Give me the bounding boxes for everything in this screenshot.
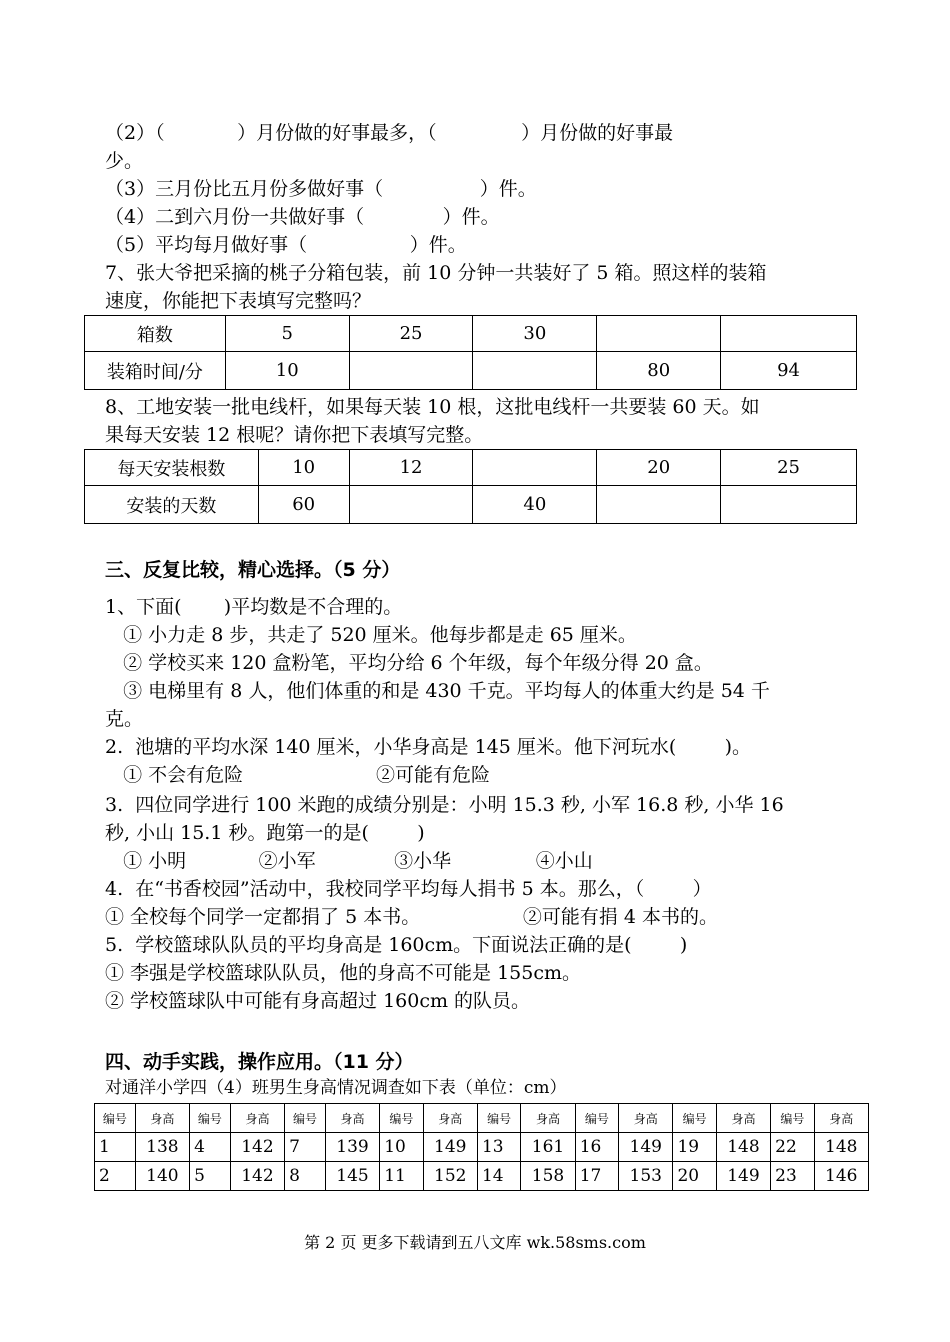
q8-row-days	[85, 486, 857, 524]
table-cell: 161	[521, 1133, 575, 1162]
table-cell: 身高	[716, 1104, 770, 1133]
table-cell: 身高	[325, 1104, 379, 1133]
q6-line-5: （5）平均每月做好事（ ）件。	[105, 234, 467, 256]
s3-q1-opt3: ③ 电梯里有 8 人，他们体重的和是 430 千克。平均每人的体重大约是 54 千	[105, 680, 770, 702]
s3-q1: 1、下面( )平均数是不合理的。	[105, 596, 403, 618]
table-row	[95, 1162, 869, 1191]
table-cell: 12	[349, 450, 473, 486]
table-cell: 编号	[285, 1104, 326, 1133]
table-cell	[597, 486, 721, 524]
s3-q5-opt2: ② 学校篮球队中可能有身高超过 160cm 的队员。	[105, 990, 531, 1012]
table-cell: 7	[285, 1133, 326, 1162]
table-cell: 10	[380, 1133, 423, 1162]
table-cell: 20	[597, 450, 721, 486]
table-cell	[721, 486, 857, 524]
table-cell: 编号	[771, 1104, 814, 1133]
table-cell: 148	[814, 1133, 869, 1162]
table-cell	[349, 352, 473, 390]
table-cell: 148	[716, 1133, 770, 1162]
table-cell: 139	[325, 1133, 379, 1162]
section-3-heading: 三、反复比较，精心选择。（5 分）	[105, 559, 401, 581]
table-cell: 11	[380, 1162, 423, 1191]
s3-q3: 3. 四位同学进行 100 米跑的成绩分别是：小明 15.3 秒, 小军 16.8 秒, 小华 16	[105, 794, 784, 816]
q8-table	[84, 449, 857, 524]
height-survey-table	[94, 1103, 869, 1191]
table-cell: 编号	[190, 1104, 231, 1133]
section-4-heading: 四、动手实践，操作应用。（11 分）	[105, 1051, 414, 1073]
s3-q4: 4. 在“书香校园”活动中，我校同学平均每人捐书 5 本。那么，（ ）	[105, 878, 712, 900]
table-cell: 2	[95, 1162, 136, 1191]
q7-text-1: 7、张大爷把采摘的桃子分箱包装，前 10 分钟一共装好了 5 箱。照这样的装箱	[105, 262, 767, 284]
table-cell	[597, 316, 721, 352]
table-cell: 146	[814, 1162, 869, 1191]
table-cell: 编号	[575, 1104, 618, 1133]
table-cell: 1	[95, 1133, 136, 1162]
s4-caption: 对通洋小学四（4）班男生身高情况调查如下表（单位：cm）	[105, 1078, 567, 1098]
table-cell: 身高	[814, 1104, 869, 1133]
table-cell: 60	[258, 486, 349, 524]
s3-q2-options: ① 不会有危险 ②可能有危险	[105, 764, 491, 786]
table-cell: 编号	[95, 1104, 136, 1133]
table-cell: 装箱时间/分	[85, 352, 226, 390]
table-cell: 身高	[135, 1104, 189, 1133]
table-cell: 20	[673, 1162, 716, 1191]
table-cell: 149	[716, 1162, 770, 1191]
table-cell: 25	[349, 316, 473, 352]
table-cell: 身高	[619, 1104, 673, 1133]
table-cell: 149	[619, 1133, 673, 1162]
q8-text-2: 果每天安装 12 根呢？请你把下表填写完整。	[105, 424, 484, 446]
table-cell: 22	[771, 1133, 814, 1162]
table-cell: 23	[771, 1162, 814, 1191]
table-cell: 10	[258, 450, 349, 486]
table-cell: 138	[135, 1133, 189, 1162]
table-cell: 140	[135, 1162, 189, 1191]
q6-line-2-cont: 少。	[105, 150, 144, 172]
table-cell: 13	[477, 1133, 520, 1162]
table-cell: 4	[190, 1133, 231, 1162]
s3-q5-opt1: ① 李强是学校篮球队队员，他的身高不可能是 155cm。	[105, 962, 582, 984]
table-cell	[349, 486, 473, 524]
table-cell: 152	[423, 1162, 477, 1191]
table-cell: 30	[473, 316, 597, 352]
table-cell: 149	[423, 1133, 477, 1162]
table-cell	[473, 450, 597, 486]
q7-row-boxes	[85, 316, 857, 352]
table-cell: 5	[225, 316, 349, 352]
q7-row-time	[85, 352, 857, 390]
table-cell: 每天安装根数	[85, 450, 259, 486]
table-cell: 142	[230, 1162, 284, 1191]
s3-q1-opt2: ② 学校买来 120 盒粉笔，平均分给 6 个年级，每个年级分得 20 盒。	[105, 652, 713, 674]
table-cell: 17	[575, 1162, 618, 1191]
table-cell: 14	[477, 1162, 520, 1191]
table-cell	[721, 316, 857, 352]
table-cell: 10	[225, 352, 349, 390]
s3-q3-cont: 秒, 小山 15.1 秒。跑第一的是( )	[105, 822, 425, 844]
q6-line-2: （2）（ ）月份做的好事最多，（ ）月份做的好事最	[105, 122, 674, 144]
s3-q1-opt3-cont: 克。	[105, 708, 144, 730]
q8-text-1: 8、工地安装一批电线杆，如果每天装 10 根，这批电线杆一共要装 60 天。如	[105, 396, 760, 418]
page-footer: 第 2 页 更多下载请到五八文库 wk.58sms.com	[304, 1233, 646, 1252]
table-cell: 身高	[230, 1104, 284, 1133]
q6-line-3: （3）三月份比五月份多做好事（ ）件。	[105, 178, 537, 200]
s3-q4-options: ① 全校每个同学一定都捐了 5 本书。 ②可能有捐 4 本书的。	[105, 906, 719, 928]
table-cell: 142	[230, 1133, 284, 1162]
s3-q3-options: ① 小明 ②小军 ③小华 ④小山	[105, 850, 593, 872]
table-cell: 编号	[477, 1104, 520, 1133]
table-row	[95, 1133, 869, 1162]
table-cell: 19	[673, 1133, 716, 1162]
table-cell: 身高	[423, 1104, 477, 1133]
table-header-row	[95, 1104, 869, 1133]
q8-row-per-day	[85, 450, 857, 486]
s3-q5: 5. 学校篮球队队员的平均身高是 160cm。下面说法正确的是( )	[105, 934, 688, 956]
q7-text-2: 速度，你能把下表填写完整吗？	[105, 290, 372, 312]
table-cell: 153	[619, 1162, 673, 1191]
table-cell: 158	[521, 1162, 575, 1191]
table-cell: 94	[721, 352, 857, 390]
table-cell: 安装的天数	[85, 486, 259, 524]
table-cell: 80	[597, 352, 721, 390]
table-cell: 编号	[673, 1104, 716, 1133]
table-cell: 40	[473, 486, 597, 524]
table-cell: 编号	[380, 1104, 423, 1133]
s3-q2: 2. 池塘的平均水深 140 厘米，小华身高是 145 厘米。他下河玩水( )。	[105, 736, 752, 758]
table-cell: 25	[721, 450, 857, 486]
table-cell: 16	[575, 1133, 618, 1162]
s3-q1-opt1: ① 小力走 8 步，共走了 520 厘米。他每步都是走 65 厘米。	[105, 624, 637, 646]
table-cell: 5	[190, 1162, 231, 1191]
table-cell	[473, 352, 597, 390]
q7-table	[84, 315, 857, 390]
table-cell: 8	[285, 1162, 326, 1191]
q6-line-4: （4）二到六月份一共做好事（ ）件。	[105, 206, 500, 228]
table-cell: 身高	[521, 1104, 575, 1133]
table-cell: 145	[325, 1162, 379, 1191]
table-cell: 箱数	[85, 316, 226, 352]
